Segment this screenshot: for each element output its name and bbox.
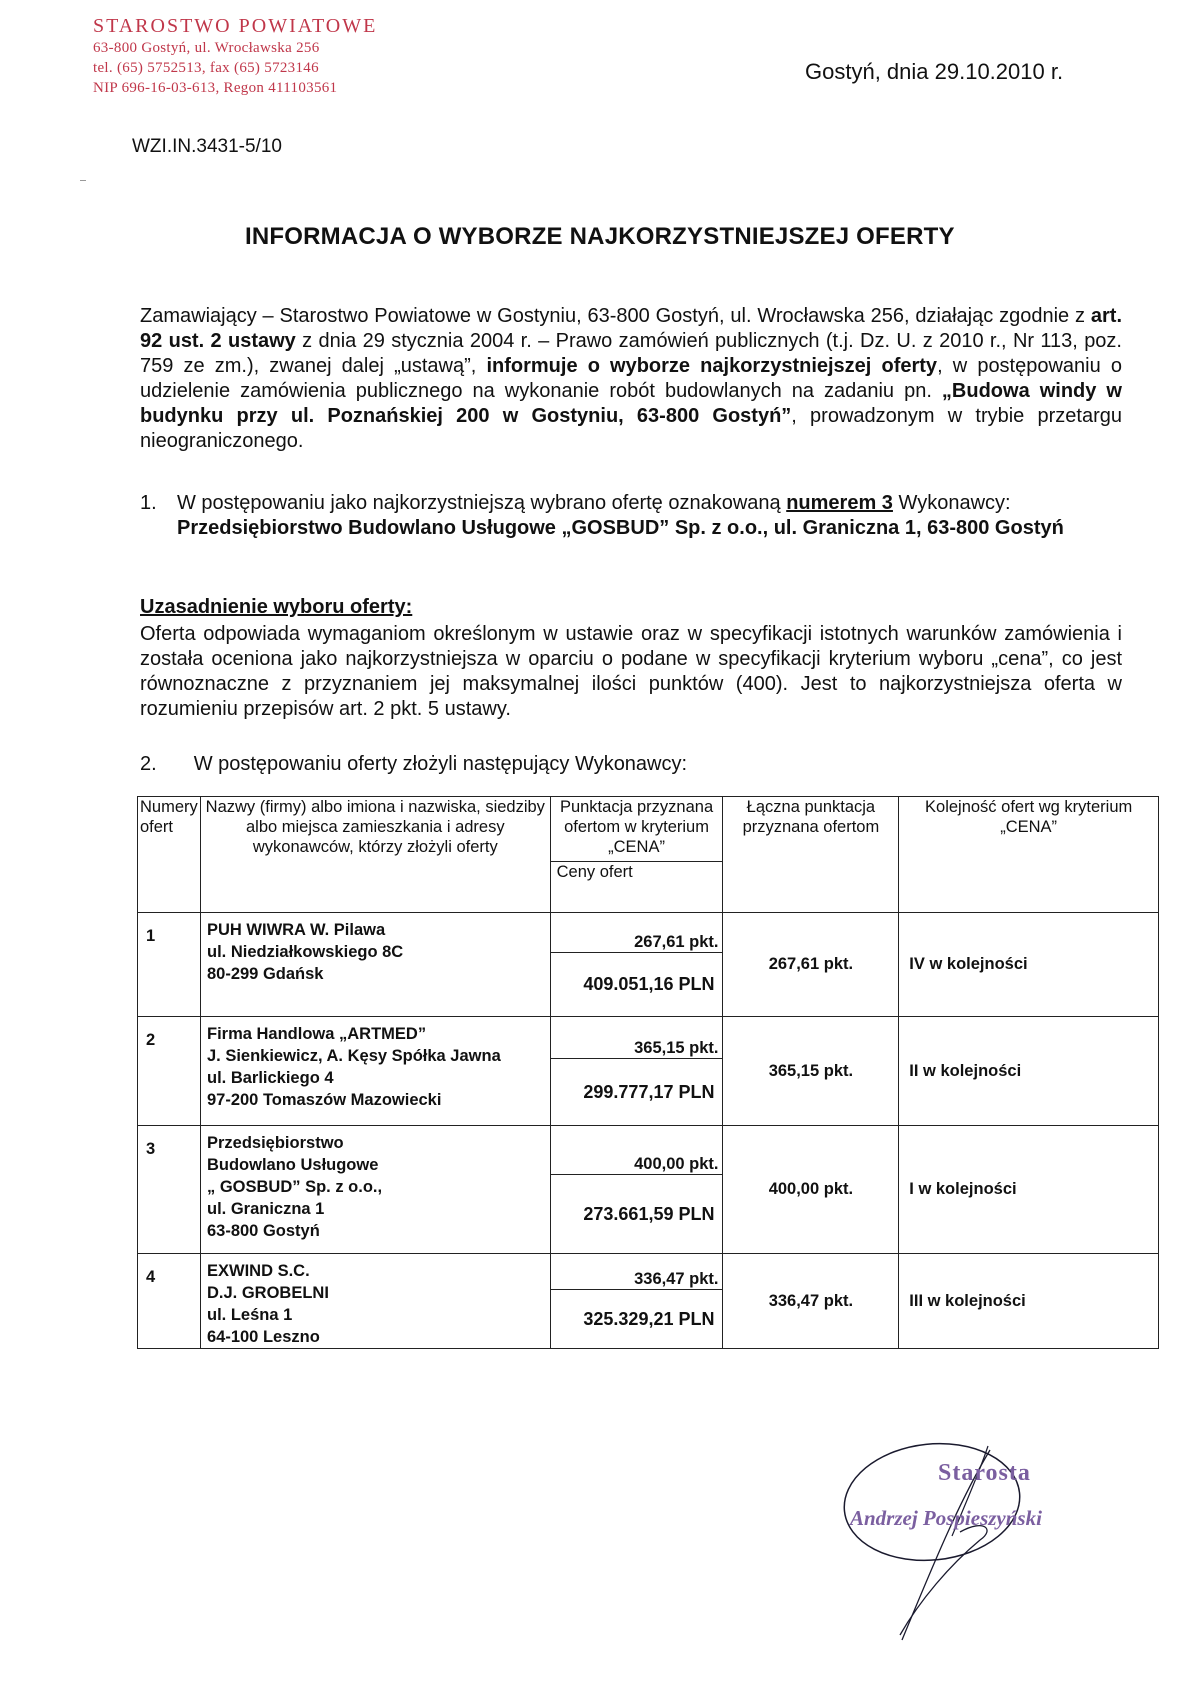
intro-bold-3: „Budowa windy w budynku przy ul. Poznańskiej 200 w Gostyniu, 63-800 Gostyń” (140, 380, 1122, 427)
bidder-line: D.J. GROBELNI (206, 1284, 329, 1302)
offer-rank: III w kolejności (899, 1254, 1159, 1349)
offer-price: 409.051,16 PLN (550, 953, 723, 1017)
bidder-line: 97-200 Tomaszów Mazowiecki (206, 1091, 442, 1109)
offer-total-points: 336,47 pkt. (723, 1254, 899, 1349)
bidder-line: „ GOSBUD” Sp. z o.o., (206, 1178, 383, 1196)
offer-number: 1 (138, 913, 201, 1017)
header-name: Nazwy (firmy) albo imiona i nazwiska, siedziby albo miejsca zamieszkania i adresy wykonawców, którzy złożyli oferty (200, 797, 550, 913)
bidder-line: 64-100 Leszno (206, 1328, 320, 1346)
offer-total-points: 267,61 pkt. (723, 913, 899, 1017)
offer-points: 400,00 pkt. (550, 1126, 723, 1175)
justification-heading: Uzasadnienie wyboru oferty: (140, 596, 413, 618)
header-points: Punktacja przyznana ofertom w kryterium „CENA” (550, 797, 723, 862)
intro-text-2: z dnia 29 stycznia 2004 r. – Prawo zamówień publicznych (t.j. Dz. U. z 2010 r., Nr 113, poz. 759 ze zm.), zwanej dalej „ustawą”, (140, 330, 1122, 377)
item-text-lead: W postępowaniu jako najkorzystniejszą wybrano ofertę oznakowaną (177, 492, 787, 514)
intro-bold-1: art. 92 ust. 2 ustawy (140, 305, 1122, 352)
offer-price: 325.329,21 PLN (550, 1290, 723, 1349)
offer-rank: II w kolejności (899, 1017, 1159, 1126)
offer-number: 3 (138, 1126, 201, 1254)
bidder-line: Przedsiębiorstwo (206, 1134, 344, 1152)
document-title: INFORMACJA O WYBORZE NAJKORZYSTNIEJSZEJ OFERTY (245, 223, 955, 250)
table-row (138, 1017, 1159, 1059)
intro-text-4: , prowadzonym w trybie przetargu nieograniczonego. (140, 405, 1122, 452)
bidder-line: 80-299 Gdańsk (206, 965, 324, 983)
stamp-address: 63-800 Gostyń, ul. Wrocławska 256 (93, 40, 320, 56)
reference-number: WZI.IN.3431-5/10 (132, 136, 282, 157)
offers-table (137, 796, 1159, 1349)
offer-bidder (200, 1254, 550, 1349)
table-row (138, 1126, 1159, 1175)
item-number: 2. (140, 753, 157, 775)
offer-total-points: 400,00 pkt. (723, 1126, 899, 1254)
item-text: W postępowaniu oferty złożyli następujący Wykonawcy: (193, 753, 688, 775)
bidder-line: ul. Niedziałkowskiego 8C (206, 943, 404, 961)
justification-text: Oferta odpowiada wymaganiom określonym w ustawie oraz w specyfikacji istotnych warunków zamówienia i została oceniona jako najkorzystniejsza w oparciu o podane w specyfikacji kryterium wyboru „cena”, co jest równoznaczne z przyznaniem jej maksymalnej ilości punktów (400). Jest to najkorzystniejsza oferta w rozumieniu przepisów art. 2 pkt. 5 ustawy. (140, 623, 1122, 720)
bidder-line: ul. Barlickiego 4 (206, 1069, 334, 1087)
bidders-item (140, 753, 687, 776)
header-price: Ceny ofert (550, 862, 723, 913)
offer-bidder (200, 1126, 550, 1254)
offer-points: 336,47 pkt. (550, 1254, 723, 1290)
bidder-line: 63-800 Gostyń (206, 1222, 320, 1240)
offer-bidder (200, 913, 550, 1017)
intro-bold-2: informuje o wyborze najkorzystniejszej oferty (486, 355, 938, 377)
intro-text-1: Zamawiający – Starostwo Powiatowe w Gostyniu, 63-800 Gostyń, ul. Wrocławska 256, działając zgodnie z (140, 305, 1091, 327)
table-header-row (138, 797, 1159, 862)
winning-company: Przedsiębiorstwo Budowlano Usługowe „GOSBUD” Sp. z o.o., ul. Graniczna 1, 63-800 Gostyń (177, 517, 1064, 539)
table-row (138, 913, 1159, 953)
intro-text-3: , w postępowaniu o udzielenie zamówienia publicznego na wykonanie robót budowlanych na zadaniu pn. (140, 355, 1122, 402)
institution-stamp (93, 14, 393, 98)
item-highlight: numerem 3 (786, 492, 893, 514)
signature-title: Starosta (938, 1460, 1031, 1486)
signature-name: Andrzej Pospieszyński (850, 1506, 1042, 1530)
offer-rank: I w kolejności (899, 1126, 1159, 1254)
bidder-line: EXWIND S.C. (206, 1262, 310, 1280)
offer-number: 2 (138, 1017, 201, 1126)
table-row (138, 1254, 1159, 1290)
offer-points: 365,15 pkt. (550, 1017, 723, 1059)
bidder-line: ul. Leśna 1 (206, 1306, 293, 1324)
stamp-ids: NIP 696-16-03-613, Regon 411103561 (93, 80, 338, 96)
offer-price: 273.661,59 PLN (550, 1175, 723, 1254)
bidder-line: Budowlano Usługowe (206, 1156, 379, 1174)
offer-total-points: 365,15 pkt. (723, 1017, 899, 1126)
bidder-line: Firma Handlowa „ARTMED” (206, 1025, 427, 1043)
item-number: 1. (140, 492, 157, 514)
offer-rank: IV w kolejności (899, 913, 1159, 1017)
bidder-line: PUH WIWRA W. Pilawa (206, 921, 386, 939)
offer-price: 299.777,17 PLN (550, 1059, 723, 1126)
header-number: Numery ofert (138, 797, 201, 913)
bidder-line: J. Sienkiewicz, A. Kęsy Spółka Jawna (206, 1047, 501, 1065)
item-text-after: Wykonawcy: (892, 492, 1011, 514)
bidder-line: ul. Graniczna 1 (206, 1200, 325, 1218)
offer-points: 267,61 pkt. (550, 913, 723, 953)
offer-number: 4 (138, 1254, 201, 1349)
signature-stamp (840, 1440, 1100, 1650)
offer-bidder (200, 1017, 550, 1126)
intro-paragraph (140, 304, 1122, 454)
stamp-title: STAROSTWO POWIATOWE (93, 15, 378, 37)
header-total: Łączna punktacja przyznana ofertom (723, 797, 899, 913)
header-rank: Kolejność ofert wg kryterium „CENA” (899, 797, 1159, 913)
document-date: Gostyń, dnia 29.10.2010 r. (805, 59, 1064, 84)
item-text (177, 491, 1122, 541)
margin-mark (80, 180, 86, 181)
stamp-phone: tel. (65) 5752513, fax (65) 5723146 (93, 60, 319, 76)
